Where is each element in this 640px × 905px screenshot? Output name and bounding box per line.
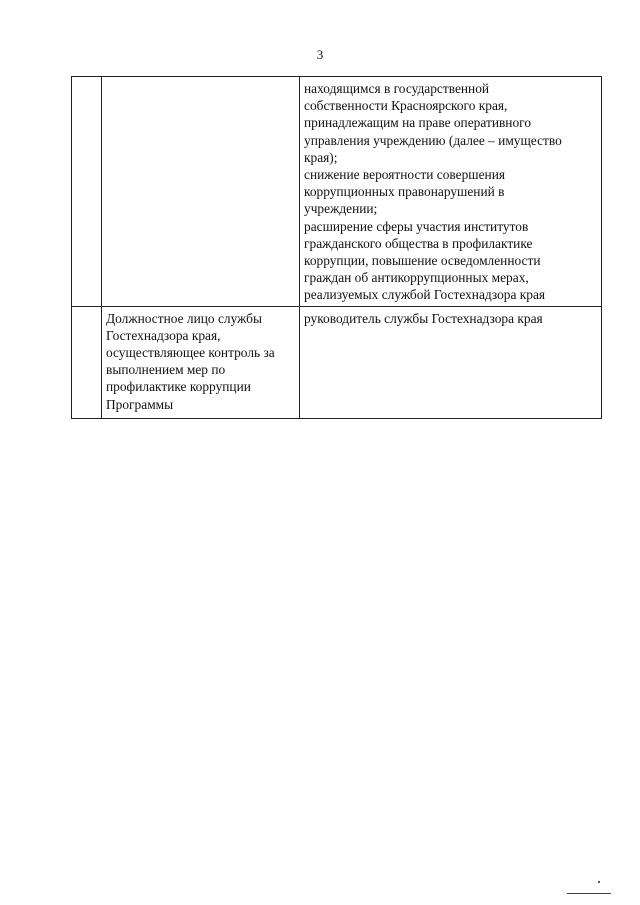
label-line: Программы — [106, 396, 174, 412]
value-line: находящимся в государственной — [304, 81, 490, 96]
label-line: Должностное лицо службы — [106, 310, 262, 326]
row-value-cell — [300, 306, 602, 418]
value-line: собственности Красноярского края, — [304, 98, 508, 114]
value-line: коррупционных правонарушений в — [304, 184, 505, 200]
value-line: управления учреждению (далее – имущество — [304, 132, 562, 148]
value-line: края); — [304, 149, 338, 165]
footer-rule — [567, 893, 611, 894]
label-line: выполнением мер по — [106, 362, 226, 378]
row-number-cell — [72, 306, 102, 418]
value-line: гражданского общества в профилактике — [304, 235, 533, 251]
table-row — [72, 77, 602, 307]
value-line: граждан об антикоррупционных мерах, — [304, 270, 529, 286]
value-line: реализуемых службой Гостехнадзора края — [304, 287, 546, 303]
label-line: осуществляющее контроль за — [106, 345, 275, 361]
value-line: учреждении; — [304, 201, 378, 217]
scan-speck — [598, 881, 600, 883]
value-line: руководитель службы Гостехнадзора края — [304, 310, 543, 326]
table-row — [72, 306, 602, 418]
row-label-cell — [102, 77, 300, 307]
value-line: расширение сферы участия институтов — [304, 218, 529, 234]
value-line: принадлежащим на праве оперативного — [304, 115, 532, 131]
label-line: профилактике коррупции — [106, 379, 251, 395]
label-line: Гостехнадзора края, — [106, 327, 221, 343]
value-line: коррупции, повышение осведомленности — [304, 253, 541, 269]
program-passport-table — [71, 76, 602, 419]
row-label-cell — [102, 306, 300, 418]
page-number: 3 — [316, 47, 324, 62]
value-line: снижение вероятности совершения — [304, 167, 506, 183]
row-number-cell — [72, 77, 102, 307]
row-value-cell — [300, 77, 602, 307]
